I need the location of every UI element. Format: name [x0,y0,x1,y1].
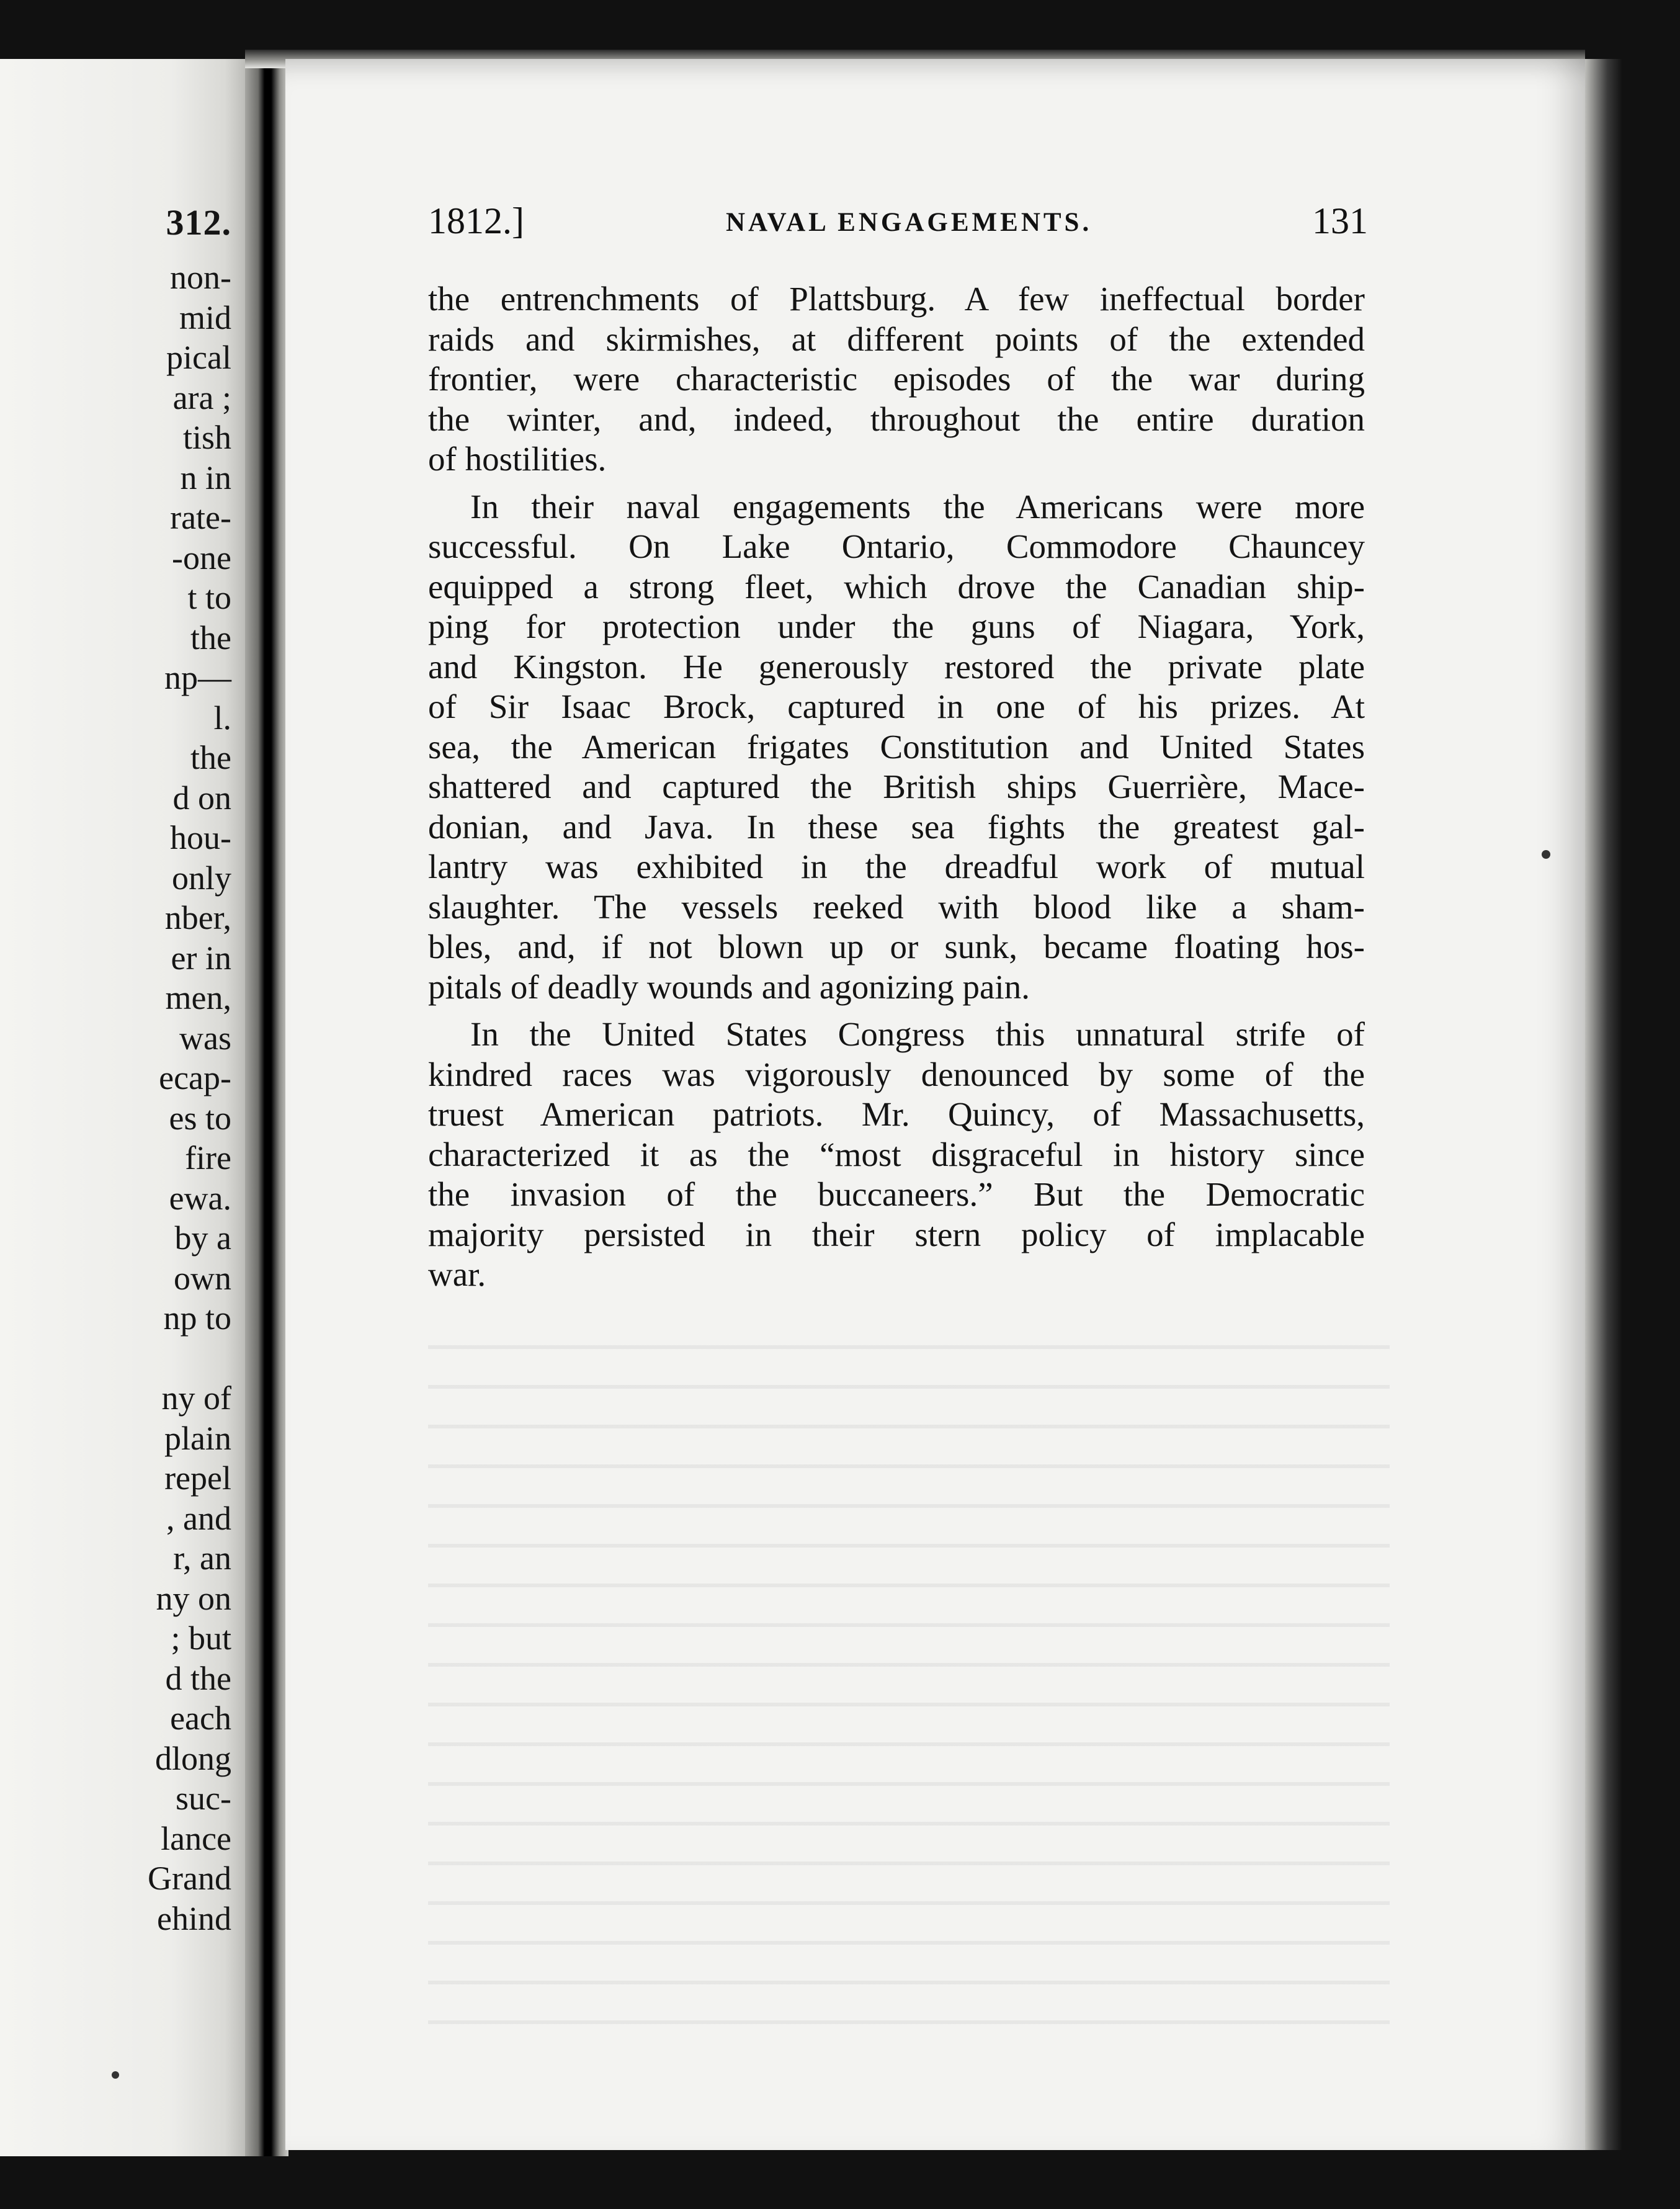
paragraph [428,279,1365,480]
right-page-shadow [1585,59,1622,2150]
left-page-line: -one [172,539,231,576]
running-head-title: NAVAL ENGAGEMENTS. [726,208,1092,237]
left-page-line: pical [166,339,231,376]
text-line: majority persisted in their stern policy of implacable [428,1215,1365,1253]
text-line: of Sir Isaac Brock, captured in one of his prizes. At [428,688,1365,725]
text-line: donian, and Java. In these sea fights the greatest gal- [428,807,1365,846]
body-text [428,279,1365,1295]
left-page-line: , and [166,1499,231,1537]
book-gutter [245,59,288,2156]
left-page-line: es to [169,1099,231,1137]
left-page-line: t to [187,579,231,616]
text-line: of hostilities. [428,440,607,478]
left-page-line: dlong [154,1739,231,1777]
left-page-line: suc- [176,1780,231,1817]
text-line: the entrenchments of Plattsburg. A few ineffectual border [428,280,1365,318]
left-page-line: l. [213,699,231,737]
left-page-line: ewa. [169,1179,231,1217]
paragraph [428,487,1365,1008]
left-page-line: er in [171,939,231,977]
text-line: raids and skirmishes, at different points of the extended [428,320,1365,358]
text-line: sea, the American frigates Constitution and United States [428,727,1365,766]
left-page-line: ehind [157,1899,231,1937]
text-line: bles, and, if not blown up or sunk, became floating hos- [428,928,1365,966]
text-line: the winter, and, indeed, throughout the entire duration [428,400,1365,438]
text-line: frontier, were characteristic episodes of the war during [428,360,1365,398]
text-line: characterized it as the “most disgraceful in history since [428,1135,1365,1173]
left-page-line: ny on [156,1579,231,1617]
left-page-line: ; but [171,1620,231,1657]
left-page-line: Grand [148,1860,231,1897]
text-line: pitals of deadly wounds and agonizing pain. [428,967,1030,1006]
running-head-year: 1812.] [428,200,524,241]
text-line: In the United States Congress this unnatural strife of [470,1015,1365,1053]
text-line: and Kingston. He generously restored the private plate [428,647,1365,686]
left-page-line: men, [165,979,231,1016]
left-page-line: was [179,1019,231,1057]
speck-mark [1542,850,1550,859]
left-page-line: r, an [173,1539,231,1577]
text-line: shattered and captured the British ships Guerrière, Mace- [428,768,1365,805]
text-line: slaughter. The vessels reeked with blood like a sham- [428,887,1365,926]
left-page-line: tish [182,419,231,456]
left-page-line: ecap- [159,1059,231,1096]
bleed-through-text [428,1328,1390,2048]
speck-mark [112,2071,119,2079]
text-line: war. [428,1255,486,1293]
left-page-line: np to [163,1299,231,1337]
left-page-line: rate- [170,499,231,536]
left-page-line: repel [164,1459,231,1497]
left-page-line: d on [172,779,231,817]
left-page-line: lance [161,1819,231,1857]
left-page-line: ara ; [172,379,231,416]
text-line: kindred races was vigorously denounced by some of the [428,1055,1365,1093]
left-page-line-ends [148,258,231,1938]
text-line: the invasion of the buccaneers.” But the Democratic [428,1175,1365,1213]
left-page-header: 312. [166,202,231,243]
running-head [428,200,1368,249]
paragraph [428,1015,1365,1295]
left-page-line: plain [164,1419,231,1457]
left-page-line: own [174,1259,231,1297]
left-page-line: nber, [164,899,231,936]
page-number: 131 [1312,200,1368,241]
left-page-line: d the [165,1659,231,1697]
left-page-line: np— [164,659,231,696]
text-line: ping for protection under the guns of Niagara, York, [428,607,1365,645]
left-page-line: each [170,1700,231,1737]
left-page-line: fire [185,1139,231,1176]
text-line: truest American patriots. Mr. Quincy, of Massachusetts, [428,1095,1365,1133]
text-line: successful. On Lake Ontario, Commodore Chauncey [428,527,1365,565]
left-page-line: hou- [170,819,231,856]
left-page-line: n in [180,459,231,496]
left-page-line: by a [174,1219,231,1257]
left-page-line: non- [170,259,231,296]
left-page-line: the [190,739,231,776]
text-line: In their naval engagements the Americans were more [470,487,1365,526]
left-page-line: only [171,859,231,897]
text-line: equipped a strong fleet, which drove the Canadian ship- [428,567,1365,606]
left-page-line [148,1338,231,1379]
text-line: lantry was exhibited in the dreadful work of mutual [428,848,1365,885]
left-page-fragment [0,59,245,2156]
left-page-line: mid [179,298,231,336]
left-page-line: the [190,619,231,656]
left-page-line: ny of [161,1379,231,1417]
